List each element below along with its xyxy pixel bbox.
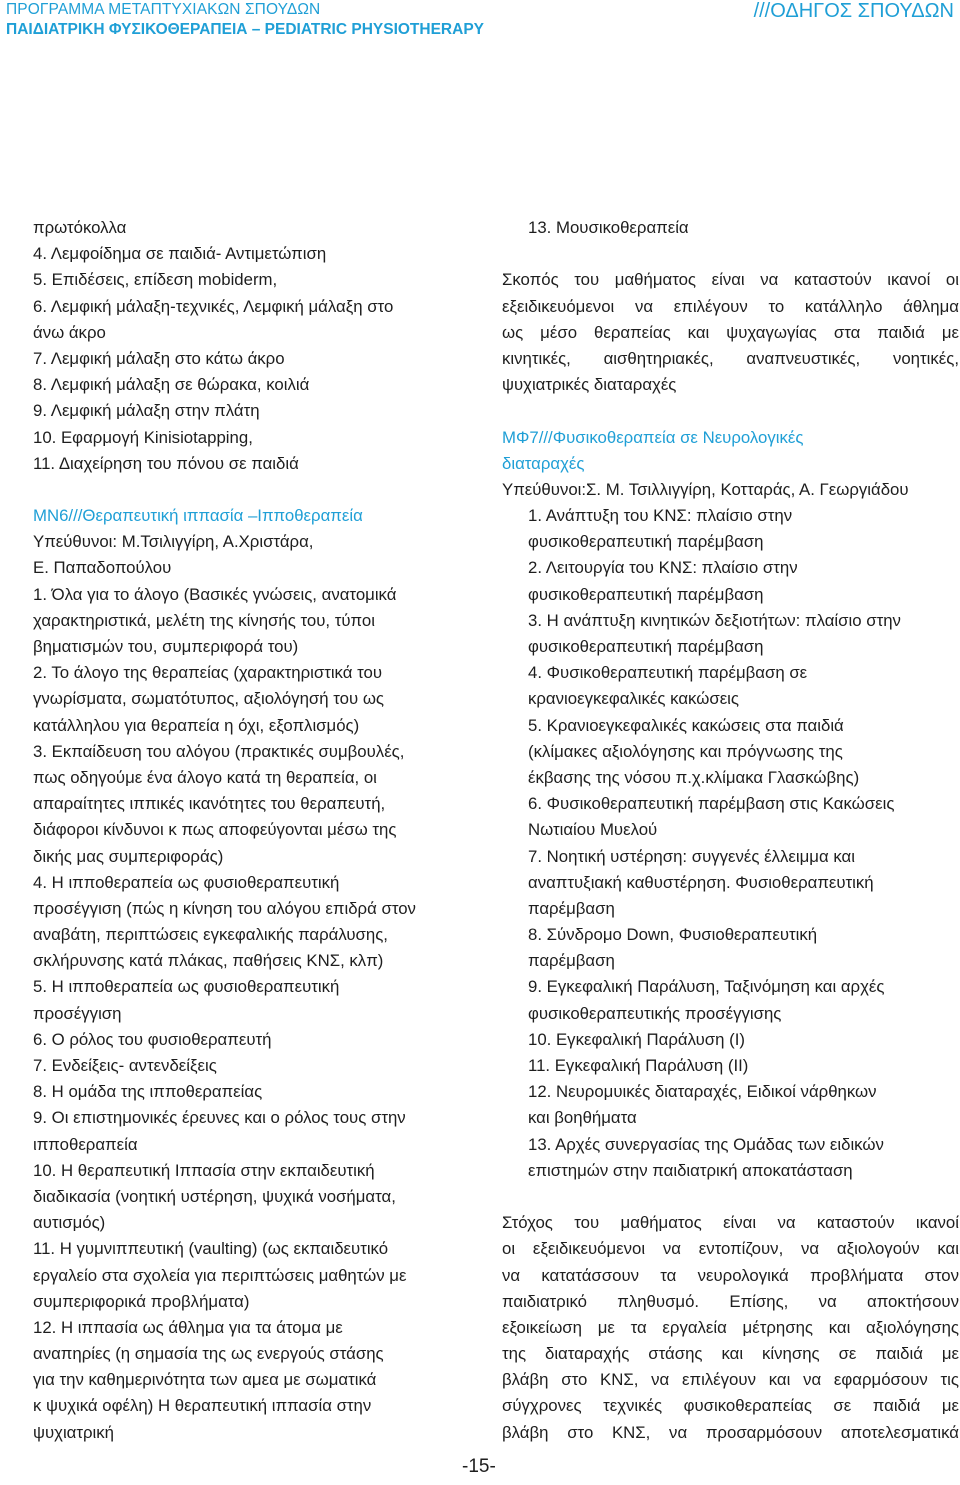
list-item: και βοηθήματα <box>528 1108 637 1128</box>
list-item: βηματισμών του, συμπεριφορά του) <box>33 637 299 656</box>
list-item: 7. Ενδείξεις- αντενδείξεις <box>33 1056 217 1075</box>
mn6-responsible: Υπεύθυνοι: Μ.Τσιλιγγίρη, Α.Χριστάρα, <box>33 532 314 552</box>
list-item: χαρακτηριστικά, μελέτη της κίνησής του, τύποι <box>33 610 375 630</box>
list-item: αναπηρίες (η σημασία της ως ενεργούς στάσης <box>33 1344 384 1364</box>
list-item: 5. Η ιπποθεραπεία ως φυσιοθεραπευτική <box>33 977 340 997</box>
paragraph-line: ως μέσο θεραπείας και ψυχαγωγίας στα παιδιά με <box>502 322 959 342</box>
list-item: 4. Φυσικοθεραπευτική παρέμβαση σε <box>528 663 808 683</box>
paragraph-line: της διαταραχής στάσης και κίνησης σε παιδιά με <box>502 1344 959 1364</box>
lymph-topics-list <box>33 215 463 477</box>
list-item: για την καθημερινότητα των αμεα με σωματικά <box>33 1370 377 1390</box>
paragraph-line: Στόχος του μαθήματος είναι να καταστούν ικανοί <box>502 1213 959 1233</box>
course-aim-paragraph <box>502 267 959 398</box>
mf7-responsible: Υπεύθυνοι:Σ. Μ. Τσιλλιγγίρη, Κοτταράς, Α. Γεωργιάδου <box>502 479 909 499</box>
list-item: σκλήρυνσης κατά πλάκας, παθήσεις ΚΝΣ, κλπ) <box>33 951 384 971</box>
list-item: παρέμβαση <box>528 951 615 971</box>
list-item: γνωρίσματα, σωματότυπος, αξιολόγησή του ως <box>33 689 385 709</box>
list-item: απαραίτητες ιππικές ικανότητες του θεραπευτή, <box>33 794 386 814</box>
list-item: 9. Λεμφική μάλαξη στην πλάτη <box>33 401 260 421</box>
list-item: εργαλείο στα σχολεία για περιπτώσεις μαθητών με <box>33 1265 407 1285</box>
mf7-topics-list <box>502 503 959 1184</box>
list-item: συμπεριφορικά προβλήματα) <box>33 1291 250 1311</box>
list-item: διαδικασία (νοητική υστέρηση, ψυχικά νοσήματα, <box>33 1186 396 1206</box>
list-item: δικής μας συμπεριφοράς) <box>33 846 224 866</box>
list-item: προσέγγιση <box>33 1003 122 1023</box>
list-item: 7. Λεμφική μάλαξη στο κάτω άκρο <box>33 348 285 368</box>
mf7-heading: ΜΦ7///Φυσικοθεραπεία σε Νευρολογικές <box>502 427 804 447</box>
list-item: αυτισμός) <box>33 1213 106 1233</box>
paragraph-line: εξοικείωση με τα εργαλεία μέτρησης και αξιολόγησης <box>502 1317 959 1337</box>
list-item: 8. Λεμφική μάλαξη σε θώρακα, κοιλιά <box>33 375 310 395</box>
music-therapy-item: 13. Μουσικοθεραπεία <box>528 218 689 237</box>
paragraph-line: να κατατάσσουν τα νευρολογικά προβλήματα στον <box>502 1265 959 1285</box>
list-item: 8. Σύνδρομο Down, Φυσιοθεραπευτική <box>528 925 818 945</box>
list-item: 2. Το άλογο της θεραπείας (χαρακτηριστικά του <box>33 663 383 683</box>
list-item: έκβασης της νόσου π.χ.κλίμακα Γλασκώβης) <box>528 767 860 787</box>
list-item: παρέμβαση <box>528 898 615 918</box>
list-item: Νωτιαίου Μυελού <box>528 820 658 840</box>
list-item: πρωτόκολλα <box>33 218 127 237</box>
list-item: (κλίμακες αξιολόγησης και πρόγνωσης της <box>528 741 843 761</box>
list-item: διάφοροι κίνδυνοι κ πως αποφεύγονται μέσω της <box>33 820 397 840</box>
program-title: ΠΡΟΓΡΑΜΜΑ ΜΕΤΑΠΤΥΧΙΑΚΩΝ ΣΠΟΥΔΩΝ <box>6 1 321 18</box>
list-item: 9. Οι επιστημονικές έρευνες και ο ρόλος τους στην <box>33 1108 406 1128</box>
list-item: 11. Εγκεφαλική Παράλυση (ΙΙ) <box>528 1056 749 1075</box>
list-item: 6. Φυσικοθεραπευτική παρέμβαση στις Κακώσεις <box>528 794 895 814</box>
list-item: φυσικοθεραπευτικής προσέγγισης <box>528 1003 782 1023</box>
list-item: κρανιοεγκεφαλικές κακώσεις <box>528 689 739 709</box>
list-item: άνω άκρο <box>33 322 106 342</box>
subject-title: ΠΑΙΔΙΑΤΡΙΚΗ ΦΥΣΙΚΟΘΕΡΑΠΕΙΑ – PEDIATRIC PHYSIOTHERAPY <box>6 21 484 38</box>
list-item: κατάλληλου για θεραπεία η όχι, εξοπλισμός) <box>33 715 360 735</box>
list-item: 1. Όλα για το άλογο (Βασικές γνώσεις, ανατομικά <box>33 584 397 604</box>
list-item: 4. Η ιπποθεραπεία ως φυσιοθεραπευτική <box>33 872 340 892</box>
list-item: 13. Αρχές συνεργασίας της Ομάδας των ειδικών <box>528 1134 884 1154</box>
list-item: 7. Νοητική υστέρηση: συγγενές έλλειμμα και <box>528 846 855 866</box>
paragraph-line: ψυχιατρικές διαταραχές <box>502 375 677 395</box>
list-item: 3. Η ανάπτυξη κινητικών δεξιοτήτων: πλαίσιο στην <box>528 610 901 630</box>
left-column <box>33 215 463 1446</box>
list-item: 11. Η γυμνιππευτική (vaulting) (ως εκπαιδευτικό <box>33 1239 389 1259</box>
paragraph-line: κινητικές, αισθητηριακές, αναπνευστικές, νοητικές, <box>502 348 959 368</box>
course-goal-paragraph <box>502 1210 959 1446</box>
list-item: 10. Εγκεφαλική Παράλυση (Ι) <box>528 1029 745 1049</box>
list-item: πως οδηγούμε ένα άλογο κατά τη θεραπεία, οι <box>33 767 377 787</box>
list-item: 2. Λειτουργία του ΚΝΣ: πλαίσιο στην <box>528 558 798 578</box>
list-item: 3. Εκπαίδευση του αλόγου (πρακτικές συμβουλές, <box>33 741 405 761</box>
page-number: -15- <box>462 1456 496 1477</box>
paragraph-line: Σκοπός του μαθήματος είναι να καταστούν ικανοί οι <box>502 270 959 290</box>
paragraph-line: παιδιατρικό πληθυσμό. Επίσης, να αποκτήσουν <box>502 1291 959 1311</box>
list-item: 9. Εγκεφαλική Παράλυση, Ταξινόμηση και αρχές <box>528 977 885 997</box>
mn6-heading: ΜΝ6///Θεραπευτική ιππασία –Ιπποθεραπεία <box>33 506 363 526</box>
paragraph-line: σύγχρονες τεχνικές φυσικοθεραπείας σε παιδιά με <box>502 1396 959 1416</box>
list-item: ψυχιατρική <box>33 1422 115 1442</box>
list-item: φυσικοθεραπευτική παρέμβαση <box>528 584 764 604</box>
list-item: 4. Λεμφοίδημα σε παιδιά- Αντιμετώπιση <box>33 244 327 264</box>
paragraph-line: βλάβη στο ΚΝΣ, να προσαρμόσουν αποτελεσματικά <box>502 1422 959 1442</box>
paragraph-line: εξειδικευόμενοι να επιλέγουν το κατάλληλο άθλημα <box>502 296 959 316</box>
list-item: 11. Διαχείρηση του πόνου σε παιδιά <box>33 453 299 473</box>
list-item: φυσικοθεραπευτική παρέμβαση <box>528 637 764 656</box>
list-item: κ ψυχικά οφέλη) Η θεραπευτική ιππασία στην <box>33 1396 372 1416</box>
mf7-heading-cont: διαταραχές <box>502 453 585 473</box>
list-item: 12. Νευρομυικές διαταραχές, Ειδικοί νάρθηκων <box>528 1082 877 1102</box>
list-item: φυσικοθεραπευτική παρέμβαση <box>528 532 764 552</box>
mn6-topics-list <box>33 582 463 1446</box>
list-item: 10. Εφαρμογή Kinisiotapping, <box>33 427 253 447</box>
list-item: 12. Η ιππασία ως άθλημα για τα άτομα με <box>33 1317 343 1337</box>
list-item: 8. Η ομάδα της ιπποθεραπείας <box>33 1082 263 1102</box>
list-item: αναβάτη, περιπτώσεις εγκεφαλικής παράλυσης, <box>33 925 388 945</box>
list-item: 6. Ο ρόλος του φυσιοθεραπευτή <box>33 1029 272 1049</box>
paragraph-line: οι εξειδικευόμενοι να εντοπίζουν, να αξιολογούν και <box>502 1239 959 1259</box>
page-header <box>0 0 960 44</box>
list-item: επιστημών στην παιδιατρική αποκατάσταση <box>528 1160 853 1180</box>
list-item: 6. Λεμφική μάλαξη-τεχνικές, Λεμφική μάλαξη στο <box>33 296 394 316</box>
list-item: 5. Επιδέσεις, επίδεση mobiderm, <box>33 270 278 290</box>
mn6-responsible-cont: Ε. Παπαδοπούλου <box>33 558 172 578</box>
list-item: αναπτυξιακή καθυστέρηση. Φυσιοθεραπευτική <box>528 872 874 892</box>
study-guide-label: ///ΟΔΗΓΟΣ ΣΠΟΥΔΩΝ <box>753 0 954 22</box>
list-item: 5. Κρανιοεγκεφαλικές κακώσεις στα παιδιά <box>528 715 844 735</box>
paragraph-line: βλάβη στο ΚΝΣ, να επιλέγουν και να εφαρμόσουν τις <box>502 1370 959 1390</box>
list-item: 1. Ανάπτυξη του ΚΝΣ: πλαίσιο στην <box>528 506 793 526</box>
list-item: προσέγγιση (πώς η κίνηση του αλόγου επιδρά στον <box>33 898 416 918</box>
list-item: 10. Η θεραπευτική Ιππασία στην εκπαιδευτική <box>33 1160 375 1180</box>
right-column <box>502 215 959 1446</box>
list-item: ιπποθεραπεία <box>33 1134 138 1154</box>
